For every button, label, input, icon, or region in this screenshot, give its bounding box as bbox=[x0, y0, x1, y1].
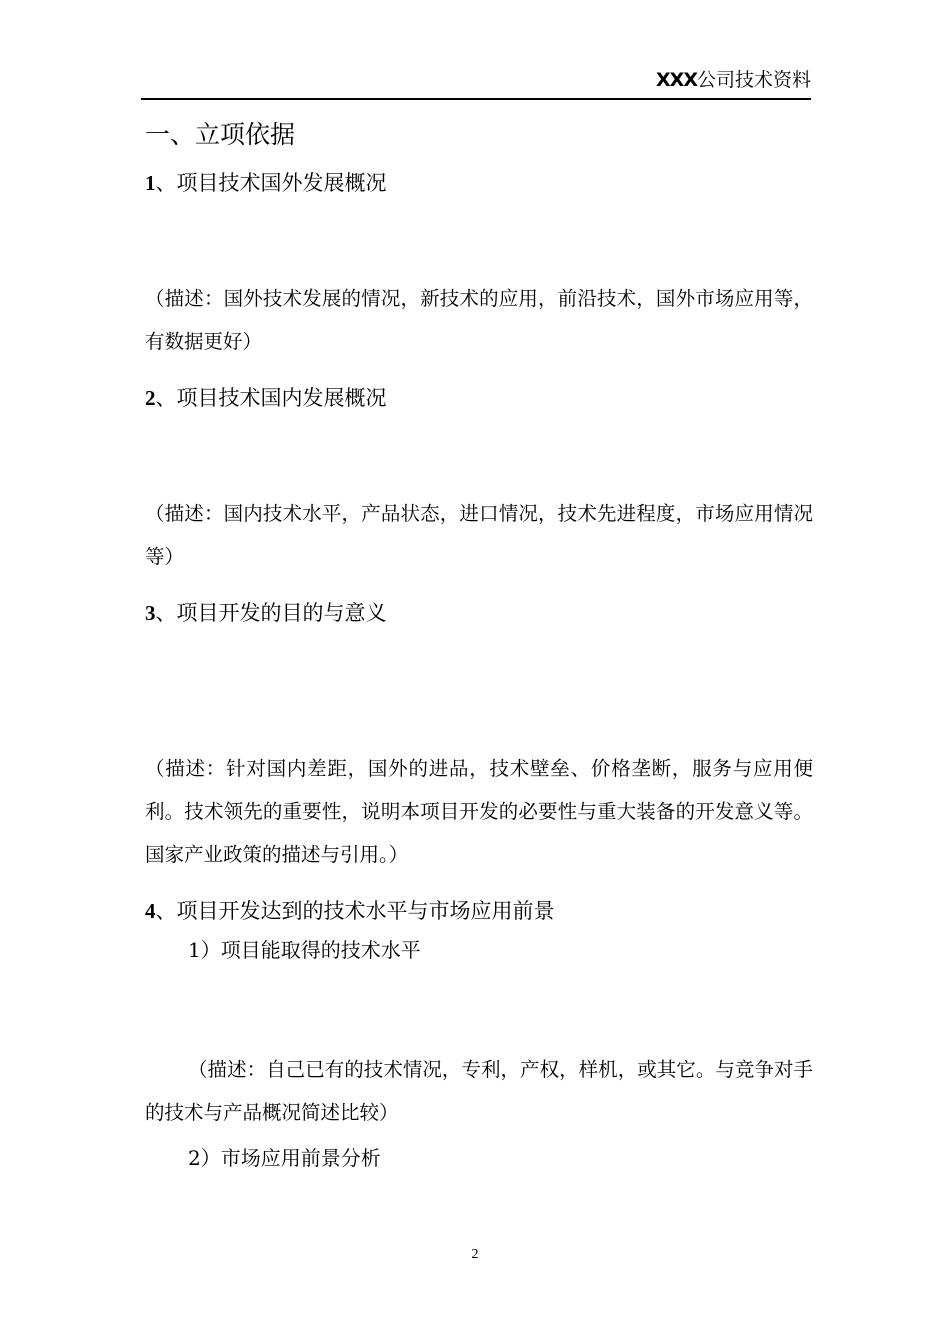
item-heading-1 bbox=[145, 168, 387, 198]
item-title: 、项目开发的目的与意义 bbox=[155, 601, 387, 625]
item-heading-2 bbox=[145, 383, 387, 413]
item-title: 、项目技术国外发展概况 bbox=[155, 171, 387, 195]
item-number: 3 bbox=[145, 601, 156, 625]
header-rule bbox=[141, 98, 811, 100]
section-title: 一、立项依据 bbox=[145, 120, 296, 149]
item-description-2: （描述：国内技术水平，产品状态，进口情况，技术先进程度，市场应用情况等） bbox=[145, 502, 813, 568]
header-brand: XXX bbox=[656, 69, 697, 91]
item-description-1: （描述：国外技术发展的情况，新技术的应用，前沿技术，国外市场应用等，有数据更好） bbox=[145, 287, 813, 353]
page-number: 2 bbox=[471, 1247, 479, 1262]
item-heading-3 bbox=[145, 598, 387, 628]
item-heading-4 bbox=[145, 896, 555, 926]
item-number: 1 bbox=[145, 171, 156, 195]
item-description-3: （描述：针对国内差距，国外的进品，技术壁垒、价格垄断，服务与应用便利。技术领先的重要性，说明本项目开发的必要性与重大装备的开发意义等。国家产业政策的描述与引用。） bbox=[145, 757, 813, 866]
sub-item-2: 2）市场应用前景分析 bbox=[188, 1146, 381, 1170]
sub-item-1: 1）项目能取得的技术水平 bbox=[188, 938, 421, 962]
item-title: 、项目开发达到的技术水平与市场应用前景 bbox=[155, 899, 555, 923]
page-header bbox=[143, 66, 811, 94]
sub-item-description-1: （描述：自己已有的技术情况，专利，产权，样机，或其它。与竞争对手的技术与产品概况简述比较） bbox=[145, 1058, 813, 1124]
item-number: 2 bbox=[145, 386, 156, 410]
header-title: 公司技术资料 bbox=[696, 69, 811, 91]
item-number: 4 bbox=[145, 899, 156, 923]
item-title: 、项目技术国内发展概况 bbox=[155, 386, 387, 410]
